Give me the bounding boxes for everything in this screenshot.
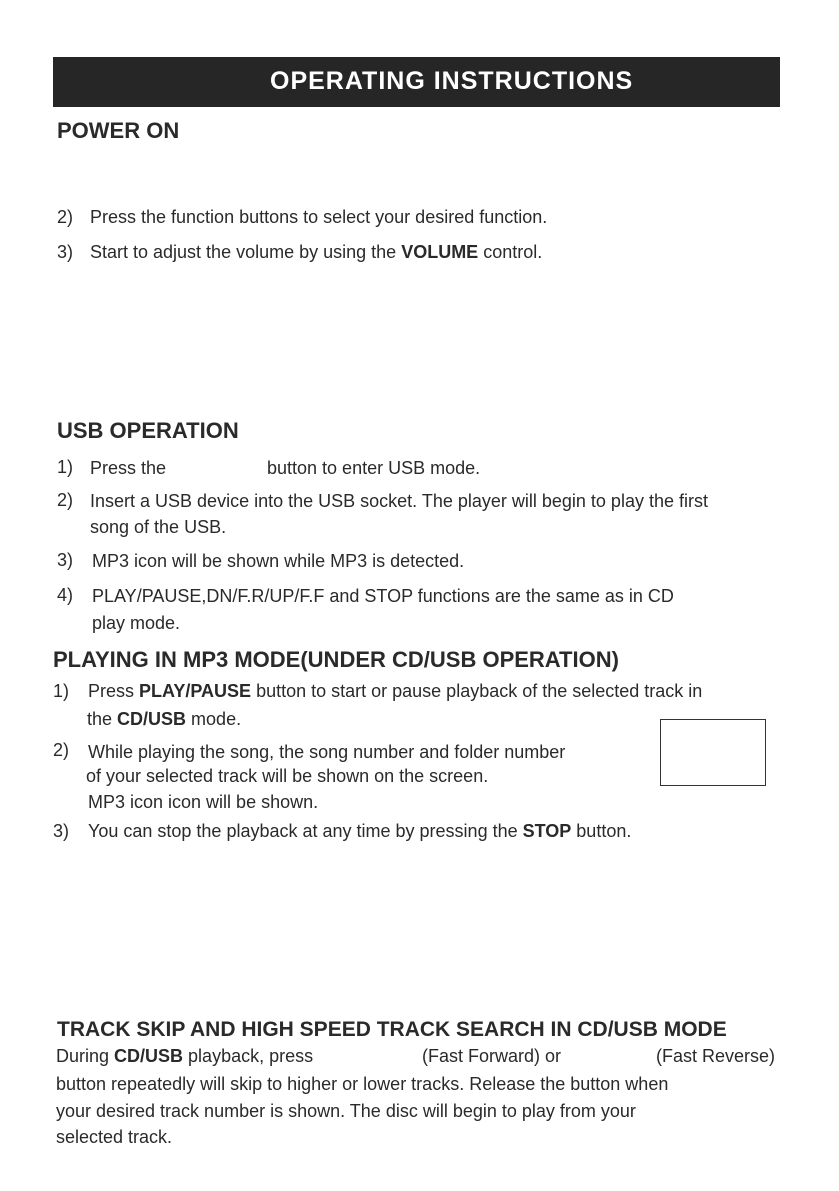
mp3-item-3-num: 3) xyxy=(53,821,70,841)
mp3-item-2-line2: of your selected track will be shown on the screen. xyxy=(86,766,489,786)
page-title: OPERATING INSTRUCTIONS xyxy=(270,67,634,95)
track-skip-line1-fast-forward: (Fast Forward) or xyxy=(422,1046,562,1066)
usb-item-2-line1: Insert a USB device into the USB socket. The player will begin to play the first xyxy=(90,491,708,511)
power-on-item-2-num: 2) xyxy=(57,207,74,227)
track-cd-usb-label: CD/USB xyxy=(114,1046,184,1066)
usb-item-1-text-b: button to enter USB mode. xyxy=(267,458,481,478)
track-skip-line1-fast-reverse: (Fast Reverse) xyxy=(656,1046,776,1066)
mp3-item-2-num: 2) xyxy=(53,740,70,760)
mp3-item-3-text: You can stop the playback at any time by pressing the STOP button. xyxy=(88,821,632,841)
mp3-item-1-num: 1) xyxy=(53,681,70,701)
usb-item-1-num: 1) xyxy=(57,457,74,477)
cd-usb-label: CD/USB xyxy=(117,709,187,729)
usb-item-3-text: MP3 icon will be shown while MP3 is detected. xyxy=(92,551,465,571)
usb-item-2-num: 2) xyxy=(57,490,74,510)
volume-label: VOLUME xyxy=(401,242,479,262)
mp3-item-1-line1: Press PLAY/PAUSE button to start or pause playback of the selected track in xyxy=(88,681,703,701)
track-skip-line2: button repeatedly will skip to higher or lower tracks. Release the button when xyxy=(56,1074,669,1094)
power-on-item-3-num: 3) xyxy=(57,242,74,262)
power-on-heading: POWER ON xyxy=(57,118,180,143)
stop-label: STOP xyxy=(522,821,572,841)
usb-heading: USB OPERATION xyxy=(57,418,239,443)
mp3-item-1-line2: the CD/USB mode. xyxy=(87,709,242,729)
power-on-item-3-text: Start to adjust the volume by using the VOLUME control. xyxy=(90,242,543,262)
mp3-heading: PLAYING IN MP3 MODE(UNDER CD/USB OPERATION) xyxy=(53,647,619,672)
usb-item-1-text-a: Press the xyxy=(90,458,167,478)
display-illustration-box xyxy=(660,719,766,786)
track-skip-line3: your desired track number is shown. The disc will begin to play from your xyxy=(56,1101,636,1121)
header-banner xyxy=(53,57,780,107)
usb-item-3-num: 3) xyxy=(57,550,74,570)
usb-item-4-line2: play mode. xyxy=(92,613,181,633)
track-skip-line4: selected track. xyxy=(56,1127,173,1147)
usb-item-4-line1: PLAY/PAUSE,DN/F.R/UP/F.F and STOP functions are the same as in CD xyxy=(92,586,674,606)
track-skip-line1-a: During CD/USB playback, press xyxy=(56,1046,314,1066)
track-skip-heading: TRACK SKIP AND HIGH SPEED TRACK SEARCH IN CD/USB MODE xyxy=(57,1018,727,1041)
mp3-item-2-line3: MP3 icon icon will be shown. xyxy=(88,792,319,812)
usb-item-2-line2: song of the USB. xyxy=(90,517,227,537)
usb-item-4-num: 4) xyxy=(57,585,74,605)
power-on-item-2-text: Press the function buttons to select your desired function. xyxy=(90,207,548,227)
mp3-item-2-line1: While playing the song, the song number and folder number xyxy=(88,742,566,762)
play-pause-label: PLAY/PAUSE xyxy=(139,681,252,701)
